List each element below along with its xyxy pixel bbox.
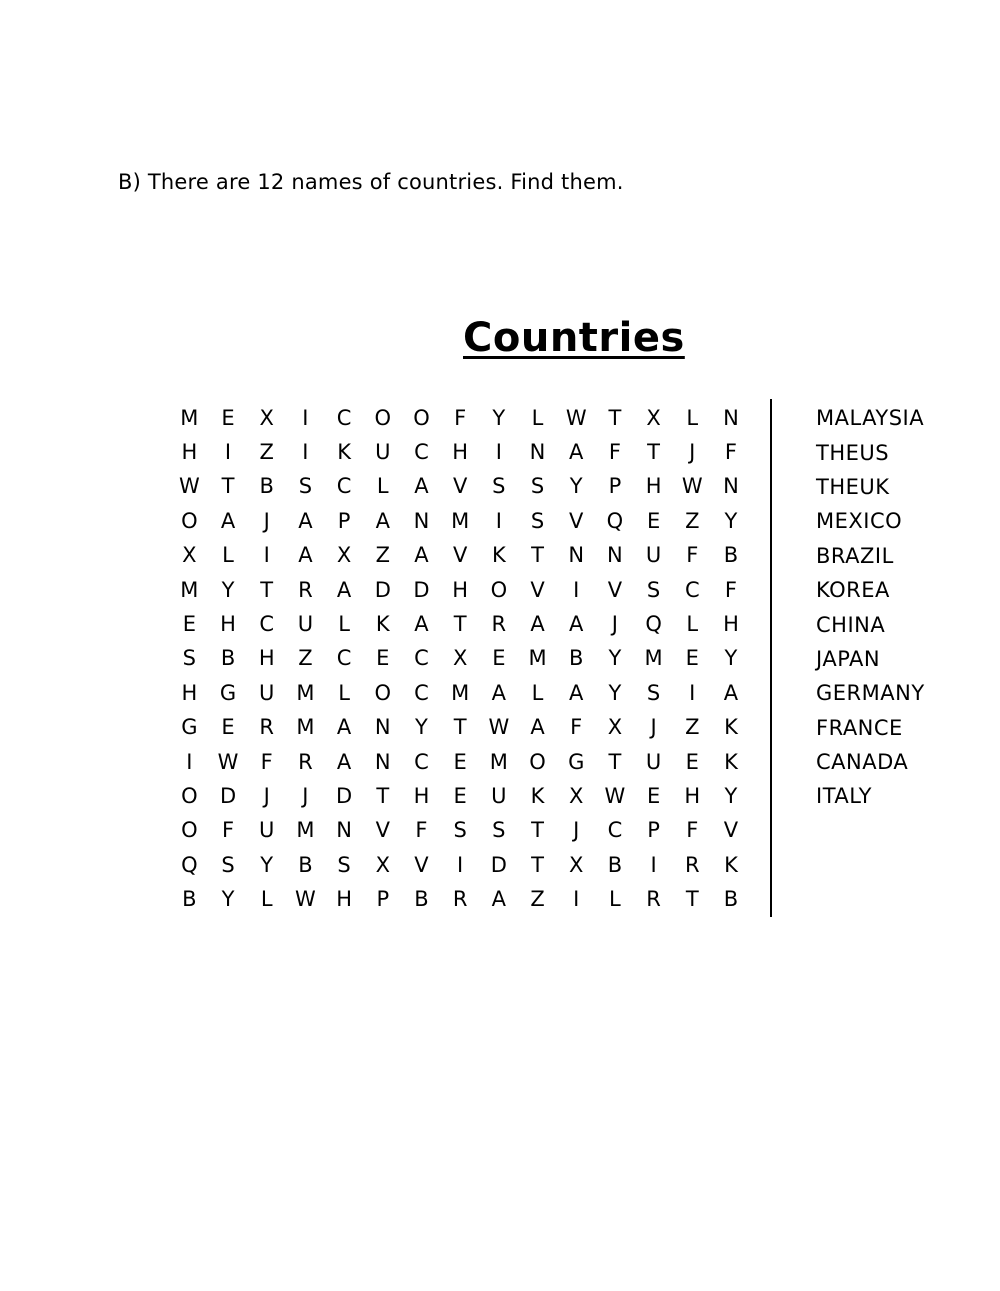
grid-letter[interactable]: M (180, 577, 199, 602)
grid-letter[interactable]: R (491, 612, 507, 637)
grid-letter[interactable]: R (452, 887, 468, 912)
grid-letter[interactable]: R (684, 852, 700, 877)
grid-letter[interactable]: C (414, 749, 429, 774)
grid-letter[interactable]: L (531, 680, 544, 705)
grid-letter[interactable]: A (414, 612, 429, 637)
grid-letter[interactable]: N (607, 543, 623, 568)
grid-letter[interactable]: F (686, 543, 699, 568)
grid-letter[interactable]: B (569, 646, 584, 671)
grid-letter[interactable]: Q (181, 852, 198, 877)
grid-letter[interactable]: T (608, 405, 622, 430)
grid-letter[interactable]: A (414, 474, 429, 499)
word-list-item: JAPAN (816, 646, 881, 671)
grid-letter[interactable]: O (181, 818, 198, 843)
grid-letter[interactable]: A (414, 543, 429, 568)
grid-letter[interactable]: I (495, 440, 502, 465)
grid-letter[interactable]: F (415, 818, 428, 843)
grid-letter[interactable]: F (221, 818, 235, 843)
grid-letter[interactable]: O (181, 783, 198, 808)
grid-letter[interactable]: U (259, 818, 275, 843)
grid-letter[interactable]: I (302, 405, 309, 430)
grid-letter[interactable]: O (374, 680, 392, 705)
grid-letter[interactable]: A (491, 887, 507, 912)
grid-letter[interactable]: C (684, 577, 700, 602)
grid-letter[interactable]: V (569, 508, 584, 533)
grid-letter[interactable]: Z (530, 887, 545, 912)
grid-letter[interactable]: L (222, 543, 234, 568)
grid-letter[interactable]: S (646, 577, 661, 602)
grid-letter[interactable]: J (263, 783, 270, 808)
word-list (816, 401, 925, 814)
grid-letter[interactable]: W (217, 749, 239, 774)
grid-letter[interactable]: D (336, 783, 353, 808)
grid-letter[interactable]: X (569, 852, 584, 877)
grid-letter[interactable]: M (180, 405, 199, 430)
grid-letter[interactable]: A (336, 749, 352, 774)
grid-letter[interactable]: S (221, 852, 235, 877)
grid-letter[interactable]: L (531, 405, 544, 430)
grid-letter[interactable]: E (492, 646, 506, 671)
grid-letter[interactable]: F (570, 715, 583, 740)
grid-letter[interactable]: H (452, 440, 469, 465)
grid-letter[interactable]: E (646, 783, 661, 808)
grid-letter[interactable]: W (604, 783, 626, 808)
grid-letter[interactable]: X (646, 405, 661, 430)
grid-letter[interactable]: S (530, 474, 545, 499)
grid-letter[interactable]: Q (645, 612, 662, 637)
grid-letter[interactable]: K (337, 440, 351, 465)
grid-letter[interactable]: A (375, 508, 390, 533)
grid-letter[interactable]: V (530, 577, 545, 602)
grid-letter[interactable]: B (259, 474, 274, 499)
grid-letter[interactable]: O (490, 577, 508, 602)
grid-letter[interactable]: V (607, 577, 623, 602)
grid-letter[interactable]: N (723, 474, 739, 499)
grid-letter[interactable]: I (573, 887, 580, 912)
grid-letter[interactable]: A (569, 440, 584, 465)
grid-letter[interactable]: E (685, 749, 699, 774)
grid-letter[interactable]: D (490, 852, 507, 877)
grid-letter[interactable]: A (298, 508, 313, 533)
grid-letter[interactable]: I (650, 852, 657, 877)
word-list-item: THEUK (816, 474, 890, 499)
grid-letter[interactable]: W (681, 474, 703, 499)
grid-letter[interactable]: C (336, 474, 352, 499)
grid-letter[interactable]: S (646, 680, 661, 705)
grid-letter[interactable]: P (647, 818, 660, 843)
grid-letter[interactable]: L (338, 680, 350, 705)
grid-letter[interactable]: F (454, 405, 467, 430)
grid-letter[interactable]: L (338, 612, 350, 637)
grid-letter[interactable]: B (298, 852, 313, 877)
word-list-item: KOREA (816, 578, 890, 603)
word-list-item: BRAZIL (816, 543, 894, 568)
grid-letter[interactable]: J (689, 440, 696, 465)
grid-letter[interactable]: C (607, 818, 623, 843)
grid-letter[interactable]: T (531, 818, 544, 843)
grid-letter[interactable]: D (413, 577, 430, 602)
grid-letter[interactable]: Q (606, 508, 624, 533)
grid-letter[interactable]: K (724, 852, 738, 877)
grid-letter[interactable]: K (375, 612, 390, 637)
grid-letter[interactable]: Y (608, 680, 622, 705)
grid-letter[interactable]: X (259, 405, 274, 430)
grid-letter[interactable]: M (296, 680, 315, 705)
grid-letter[interactable]: E (182, 612, 196, 637)
grid-letter[interactable]: F (260, 749, 273, 774)
grid-letter[interactable]: T (260, 577, 274, 602)
grid-letter[interactable]: W (295, 887, 316, 912)
grid-divider (770, 399, 772, 917)
word-list-item: CHINA (816, 612, 886, 637)
grid-letter[interactable]: I (263, 543, 270, 568)
grid-letter[interactable]: L (260, 887, 273, 912)
grid-letter[interactable]: X (452, 646, 468, 671)
grid-letter[interactable]: O (413, 405, 430, 430)
grid-letter[interactable]: O (374, 405, 392, 430)
grid-letter[interactable]: C (336, 646, 352, 671)
grid-letter[interactable]: H (452, 577, 469, 602)
grid-letter[interactable]: H (413, 783, 430, 808)
grid-letter[interactable]: C (414, 440, 429, 465)
grid-letter[interactable]: X (569, 783, 584, 808)
grid-letter[interactable]: U (375, 440, 391, 465)
grid-letter[interactable]: B (182, 887, 197, 912)
grid-letter[interactable]: Y (608, 646, 622, 671)
grid-letter[interactable]: T (685, 887, 699, 912)
grid-letter[interactable]: K (724, 749, 738, 774)
grid-letter[interactable]: W (565, 405, 587, 430)
grid-letter[interactable]: T (531, 543, 544, 568)
grid-letter[interactable]: M (644, 646, 663, 671)
grid-letter[interactable]: L (609, 887, 621, 912)
grid-letter[interactable]: N (568, 543, 585, 568)
grid-letter[interactable]: J (573, 818, 580, 843)
grid-letter[interactable]: M (296, 715, 315, 740)
grid-letter[interactable]: B (607, 852, 623, 877)
word-list-item: ITALY (816, 784, 872, 809)
grid-letter[interactable]: E (685, 646, 699, 671)
grid-letter[interactable]: M (451, 508, 470, 533)
grid-letter[interactable]: N (413, 508, 430, 533)
grid-letter[interactable]: M (296, 818, 315, 843)
grid-letter[interactable]: B (723, 887, 739, 912)
grid-letter[interactable]: C (414, 646, 429, 671)
grid-letter[interactable]: Z (259, 440, 274, 465)
grid-letter[interactable]: Z (685, 715, 700, 740)
grid-letter[interactable]: C (414, 680, 429, 705)
grid-letter[interactable]: U (297, 612, 314, 637)
grid-letter[interactable]: I (495, 508, 502, 533)
grid-letter[interactable]: W (178, 474, 200, 499)
grid-letter[interactable]: W (488, 715, 510, 740)
grid-letter[interactable]: X (607, 715, 623, 740)
grid-letter[interactable]: Z (298, 646, 313, 671)
grid-letter[interactable]: F (724, 440, 738, 465)
grid-letter[interactable]: N (336, 818, 352, 843)
grid-letter[interactable]: F (608, 440, 621, 465)
grid-letter[interactable]: P (376, 887, 390, 912)
instruction-text: B) There are 12 names of countries. Find them. (118, 170, 624, 194)
grid-letter[interactable]: M (451, 680, 470, 705)
grid-letter[interactable]: R (646, 887, 661, 912)
grid-letter[interactable]: X (336, 543, 352, 568)
grid-letter[interactable]: L (686, 405, 699, 430)
grid-letter[interactable]: Y (260, 852, 274, 877)
grid-letter[interactable]: T (608, 749, 622, 774)
grid-letter[interactable]: V (375, 818, 390, 843)
grid-letter[interactable]: Y (724, 783, 738, 808)
grid-letter[interactable]: M (528, 646, 547, 671)
grid-letter[interactable]: Y (569, 474, 583, 499)
grid-letter[interactable]: T (531, 852, 544, 877)
grid-letter[interactable]: F (724, 577, 738, 602)
grid-letter[interactable]: I (186, 749, 193, 774)
grid-letter[interactable]: S (492, 474, 506, 499)
grid-letter[interactable]: K (724, 715, 738, 740)
grid-letter[interactable]: T (647, 440, 660, 465)
grid-letter[interactable]: D (219, 783, 237, 808)
grid-letter[interactable]: F (686, 818, 699, 843)
grid-letter[interactable]: H (336, 887, 352, 912)
grid-letter[interactable]: S (182, 646, 197, 671)
grid-letter[interactable]: J (263, 508, 270, 533)
word-list-item: FRANCE (816, 715, 903, 740)
grid-letter[interactable]: S (492, 818, 506, 843)
grid-letter[interactable]: Z (685, 508, 700, 533)
grid-letter[interactable]: A (569, 612, 584, 637)
word-list-item: GERMANY (816, 681, 925, 706)
grid-letter[interactable]: B (723, 543, 739, 568)
grid-letter[interactable]: G (219, 680, 237, 705)
grid-letter[interactable]: L (686, 612, 699, 637)
grid-letter[interactable]: E (221, 715, 235, 740)
word-list-item: CANADA (816, 750, 909, 775)
grid-letter[interactable]: H (258, 646, 275, 671)
grid-letter[interactable]: A (336, 577, 352, 602)
grid-letter[interactable]: I (457, 852, 464, 877)
grid-letter[interactable]: C (259, 612, 275, 637)
grid-letter[interactable]: G (568, 749, 585, 774)
word-search-grid (170, 401, 750, 917)
grid-letter[interactable]: Z (375, 543, 390, 568)
grid-letter[interactable]: S (530, 508, 545, 533)
grid-letter[interactable]: H (181, 680, 198, 705)
grid-letter[interactable]: R (259, 715, 275, 740)
grid-letter[interactable]: A (491, 680, 507, 705)
grid-letter[interactable]: I (689, 680, 696, 705)
grid-letter[interactable]: Y (724, 646, 738, 671)
grid-letter[interactable]: T (221, 474, 235, 499)
grid-letter[interactable]: B (414, 887, 429, 912)
grid-letter[interactable]: Y (492, 405, 506, 430)
grid-letter[interactable]: K (491, 543, 506, 568)
grid-letter[interactable]: R (298, 749, 313, 774)
grid-letter[interactable]: A (220, 508, 236, 533)
puzzle-title: Countries (463, 315, 685, 361)
grid-letter[interactable]: N (723, 405, 739, 430)
grid-letter[interactable]: U (645, 543, 662, 568)
grid-letter[interactable]: G (181, 715, 198, 740)
grid-letter[interactable]: V (452, 474, 468, 499)
grid-letter[interactable]: J (611, 612, 618, 637)
grid-letter[interactable]: T (453, 715, 467, 740)
word-list-item: MEXICO (816, 509, 903, 534)
grid-letter[interactable]: E (453, 749, 467, 774)
grid-letter[interactable]: U (491, 783, 507, 808)
grid-letter[interactable]: O (181, 508, 198, 533)
grid-letter[interactable]: I (224, 440, 232, 465)
grid-letter[interactable]: A (530, 612, 545, 637)
grid-letter[interactable]: A (336, 715, 352, 740)
grid-letter[interactable]: I (573, 577, 580, 602)
grid-letter[interactable]: U (259, 680, 275, 705)
grid-letter[interactable]: M (489, 749, 508, 774)
grid-letter[interactable]: V (414, 852, 429, 877)
grid-letter[interactable]: X (375, 852, 390, 877)
grid-letter[interactable]: E (646, 508, 661, 533)
grid-letter[interactable]: I (302, 440, 309, 465)
grid-letter[interactable]: N (374, 749, 391, 774)
grid-letter[interactable]: Y (415, 715, 428, 740)
grid-letter[interactable]: B (220, 646, 236, 671)
grid-letter[interactable]: O (529, 749, 546, 774)
grid-letter[interactable]: S (298, 474, 313, 499)
grid-letter[interactable]: J (302, 783, 309, 808)
grid-letter[interactable]: A (569, 680, 584, 705)
grid-letter[interactable]: J (650, 715, 657, 740)
grid-letter[interactable]: Y (221, 887, 235, 912)
grid-letter[interactable]: S (337, 852, 351, 877)
grid-letter[interactable]: N (374, 715, 391, 740)
grid-letter[interactable]: H (645, 474, 662, 499)
word-list-item: MALAYSIA (816, 406, 925, 431)
grid-letter[interactable]: H (220, 612, 236, 637)
grid-letter[interactable]: H (684, 783, 701, 808)
grid-letter[interactable]: V (723, 818, 739, 843)
grid-letter[interactable]: D (374, 577, 391, 602)
grid-letter[interactable]: V (452, 543, 468, 568)
grid-letter[interactable]: T (376, 783, 390, 808)
grid-letter[interactable]: Y (724, 508, 738, 533)
grid-letter[interactable]: E (376, 646, 390, 671)
grid-letter[interactable]: U (645, 749, 662, 774)
grid-letter[interactable]: C (336, 405, 352, 430)
grid-letter[interactable]: E (221, 405, 235, 430)
grid-letter[interactable]: P (337, 508, 351, 533)
grid-letter[interactable]: Y (221, 577, 235, 602)
grid-letter[interactable]: S (453, 818, 467, 843)
grid-letter[interactable]: L (376, 474, 389, 499)
grid-letter[interactable]: A (723, 680, 739, 705)
grid-letter[interactable]: E (453, 783, 467, 808)
grid-letter[interactable]: A (298, 543, 313, 568)
grid-letter[interactable]: A (530, 715, 545, 740)
grid-letter[interactable]: X (182, 543, 197, 568)
grid-letter[interactable]: N (529, 440, 546, 465)
word-list-item: THEUS (816, 440, 890, 465)
grid-letter[interactable]: K (530, 783, 545, 808)
grid-letter[interactable]: R (298, 577, 313, 602)
grid-letter[interactable]: P (608, 474, 622, 499)
grid-letter[interactable]: H (723, 612, 739, 637)
grid-letter[interactable]: H (181, 440, 198, 465)
grid-letter[interactable]: T (453, 612, 467, 637)
